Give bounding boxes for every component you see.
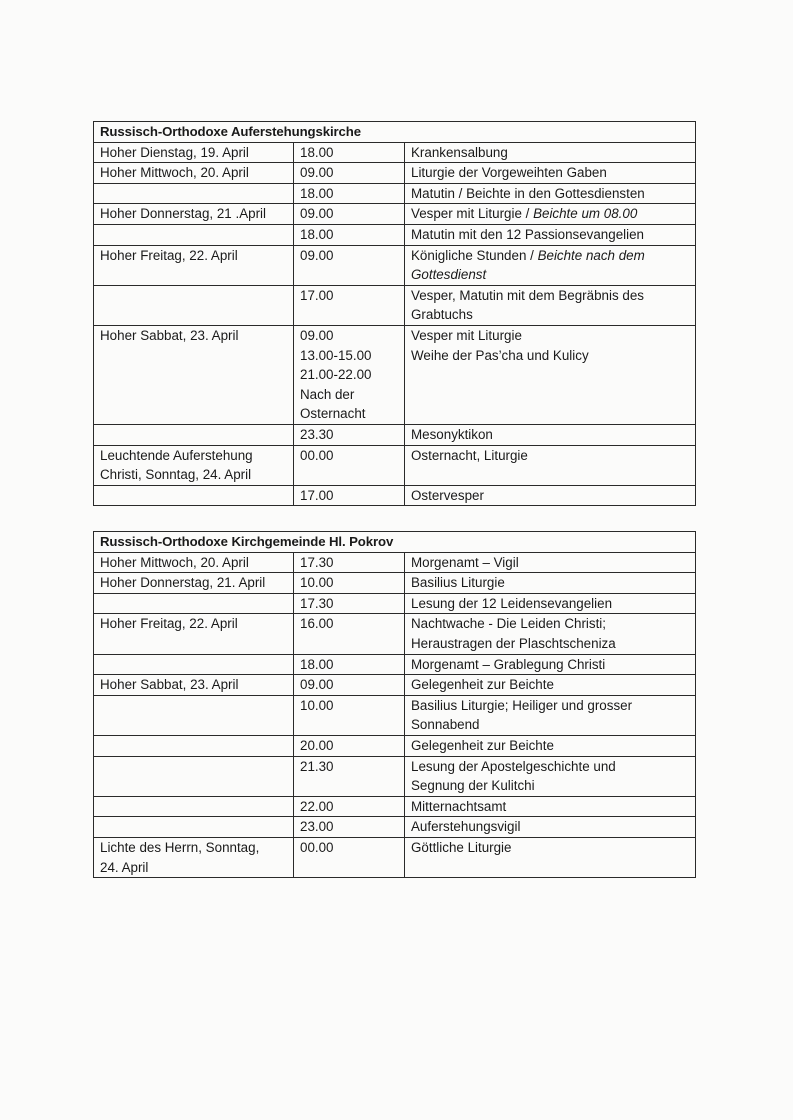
day-text: [100, 143, 287, 163]
event-text: [411, 655, 689, 675]
event-cell: [405, 163, 696, 184]
text-run: Gelegenheit zur Beichte: [411, 677, 554, 693]
day-cell: [94, 573, 294, 594]
day-text: [100, 163, 287, 183]
table-row: [94, 325, 696, 424]
day-cell: [94, 614, 294, 654]
text-run: Mitternachtsamt: [411, 798, 507, 814]
time-cell: [294, 163, 405, 184]
empty-line: [100, 696, 287, 716]
empty-line: [100, 797, 287, 817]
text-run: Vesper mit Liturgie: [411, 327, 522, 343]
text-run: Segnung der Kulitchi: [411, 778, 535, 794]
table-row: [94, 654, 696, 675]
event-text: [411, 163, 689, 183]
table-body: [94, 142, 696, 506]
time-text: [300, 425, 398, 445]
event-cell: [405, 285, 696, 325]
text-run: Hoher Freitag, 22. April: [100, 247, 238, 263]
day-cell: [94, 654, 294, 675]
text-run: Hoher Donnerstag, 21. April: [100, 575, 266, 591]
time-text: [300, 286, 398, 306]
text-run: Mesonyktikon: [411, 426, 493, 442]
italic-note: Beichte nach dem: [537, 247, 645, 263]
time-cell: [294, 675, 405, 696]
time-text: [300, 614, 398, 634]
table-row: [94, 837, 696, 877]
table-title: Russisch-Orthodoxe Auferstehungskirche: [94, 122, 696, 143]
text-run: 00.00: [300, 447, 334, 463]
event-cell: [405, 756, 696, 796]
event-text: [411, 573, 689, 593]
empty-line: [100, 425, 287, 445]
time-cell: [294, 204, 405, 225]
event-text: [411, 838, 689, 858]
text-run: Morgenamt – Vigil: [411, 554, 519, 570]
day-cell: [94, 695, 294, 735]
day-cell: [94, 817, 294, 838]
time-text: [300, 486, 398, 506]
text-run: 10.00: [300, 697, 334, 713]
text-run: Matutin mit den 12 Passionsevangelien: [411, 226, 644, 242]
time-cell: [294, 614, 405, 654]
event-text: [411, 715, 689, 735]
text-run: 24. April: [100, 859, 149, 875]
time-cell: [294, 735, 405, 756]
text-run: 17.30: [300, 554, 334, 570]
table-row: [94, 224, 696, 245]
time-cell: [294, 485, 405, 506]
text-run: Christi, Sonntag, 24. April: [100, 467, 252, 483]
text-run: 09.00: [300, 247, 334, 263]
time-cell: [294, 245, 405, 285]
day-cell: [94, 735, 294, 756]
time-text: [300, 163, 398, 183]
time-cell: [294, 142, 405, 163]
day-text: [100, 675, 287, 695]
event-text: [411, 346, 689, 366]
text-run: Göttliche Liturgie: [411, 839, 512, 855]
table-row: [94, 445, 696, 485]
text-run: Königliche Stunden /: [411, 247, 538, 263]
event-text: [411, 305, 689, 325]
event-text: [411, 634, 689, 654]
text-run: 22.00: [300, 798, 334, 814]
event-text: [411, 486, 689, 506]
table-row: [94, 573, 696, 594]
text-run: 18.00: [300, 656, 334, 672]
schedule-table-auferstehungskirche: [93, 121, 696, 506]
time-text: [300, 594, 398, 614]
table-row: [94, 735, 696, 756]
table-title: Russisch-Orthodoxe Kirchgemeinde Hl. Pokrov: [94, 532, 696, 553]
text-run: Hoher Donnerstag, 21 .April: [100, 206, 266, 222]
empty-line: [100, 184, 287, 204]
day-cell: [94, 245, 294, 285]
time-text: [300, 817, 398, 837]
text-run: Vesper mit Liturgie /: [411, 206, 534, 222]
table-row: [94, 204, 696, 225]
text-run: Basilius Liturgie; Heiliger und grosser: [411, 697, 633, 713]
event-cell: [405, 573, 696, 594]
time-cell: [294, 552, 405, 573]
empty-line: [100, 225, 287, 245]
event-cell: [405, 424, 696, 445]
event-text: [411, 757, 689, 777]
day-cell: [94, 224, 294, 245]
text-run: Grabtuchs: [411, 307, 473, 323]
time-cell: [294, 654, 405, 675]
text-run: 21.00-22.00: [300, 367, 372, 383]
day-text: [100, 838, 287, 858]
time-cell: [294, 224, 405, 245]
day-text: [100, 246, 287, 266]
event-text: [411, 326, 689, 346]
text-run: Auferstehungsvigil: [411, 819, 521, 835]
day-cell: [94, 163, 294, 184]
time-text: [300, 655, 398, 675]
text-run: Lesung der Apostelgeschichte und: [411, 758, 616, 774]
event-cell: [405, 552, 696, 573]
day-cell: [94, 552, 294, 573]
event-text: [411, 204, 689, 224]
text-run: 18.00: [300, 226, 334, 242]
day-text: [100, 465, 287, 485]
text-run: Hoher Mittwoch, 20. April: [100, 554, 249, 570]
empty-line: [100, 757, 287, 777]
table-row: [94, 614, 696, 654]
time-cell: [294, 593, 405, 614]
schedule-table-pokrov: [93, 531, 696, 878]
event-cell: [405, 325, 696, 424]
time-cell: [294, 424, 405, 445]
day-cell: [94, 183, 294, 204]
text-run: Krankensalbung: [411, 144, 508, 160]
day-text: [100, 858, 287, 878]
text-run: Ostervesper: [411, 487, 484, 503]
event-text: [411, 286, 689, 306]
text-run: 23.00: [300, 819, 334, 835]
event-text: [411, 265, 689, 285]
time-text: [300, 365, 398, 385]
event-text: [411, 614, 689, 634]
event-text: [411, 184, 689, 204]
event-cell: [405, 675, 696, 696]
time-text: [300, 736, 398, 756]
table-row: [94, 485, 696, 506]
event-cell: [405, 142, 696, 163]
text-run: Liturgie der Vorgeweihten Gaben: [411, 165, 607, 181]
event-cell: [405, 593, 696, 614]
text-run: Vesper, Matutin mit dem Begräbnis des: [411, 287, 644, 303]
text-run: 09.00: [300, 165, 334, 181]
day-text: [100, 326, 287, 346]
day-text: [100, 204, 287, 224]
event-text: [411, 246, 689, 266]
time-text: [300, 573, 398, 593]
time-cell: [294, 325, 405, 424]
text-run: Lichte des Herrn, Sonntag,: [100, 839, 260, 855]
text-run: 09.00: [300, 327, 334, 343]
table-row: [94, 796, 696, 817]
table-row: [94, 756, 696, 796]
day-text: [100, 614, 287, 634]
table-row: [94, 675, 696, 696]
text-run: Hoher Freitag, 22. April: [100, 616, 238, 632]
event-cell: [405, 654, 696, 675]
day-cell: [94, 485, 294, 506]
time-cell: [294, 695, 405, 735]
day-cell: [94, 142, 294, 163]
time-text: [300, 346, 398, 366]
event-text: [411, 446, 689, 466]
text-run: Basilius Liturgie: [411, 575, 505, 591]
text-run: 09.00: [300, 206, 334, 222]
table-row: [94, 285, 696, 325]
time-cell: [294, 796, 405, 817]
event-cell: [405, 204, 696, 225]
day-cell: [94, 796, 294, 817]
day-cell: [94, 756, 294, 796]
empty-line: [100, 655, 287, 675]
text-run: 09.00: [300, 677, 334, 693]
time-text: [300, 225, 398, 245]
table-row: [94, 552, 696, 573]
table-body: [94, 552, 696, 878]
day-cell: [94, 445, 294, 485]
text-run: Weihe der Pas’cha und Kulicy: [411, 347, 589, 363]
text-run: Osternacht: [300, 406, 366, 422]
time-text: [300, 446, 398, 466]
event-text: [411, 797, 689, 817]
text-run: 10.00: [300, 575, 334, 591]
text-run: 17.30: [300, 595, 334, 611]
time-text: [300, 553, 398, 573]
day-text: [100, 573, 287, 593]
text-run: Hoher Sabbat, 23. April: [100, 677, 239, 693]
empty-line: [100, 736, 287, 756]
time-cell: [294, 573, 405, 594]
time-text: [300, 184, 398, 204]
event-text: [411, 225, 689, 245]
event-text: [411, 776, 689, 796]
text-run: Hoher Sabbat, 23. April: [100, 327, 239, 343]
text-run: 18.00: [300, 185, 334, 201]
text-run: 13.00-15.00: [300, 347, 372, 363]
empty-line: [100, 594, 287, 614]
text-run: 00.00: [300, 839, 334, 855]
event-cell: [405, 796, 696, 817]
day-text: [100, 446, 287, 466]
text-run: 17.00: [300, 287, 334, 303]
text-run: Lesung der 12 Leidensevangelien: [411, 595, 613, 611]
event-cell: [405, 245, 696, 285]
time-text: [300, 838, 398, 858]
italic-note: Beichte um 08.00: [533, 206, 638, 222]
event-text: [411, 594, 689, 614]
event-text: [411, 425, 689, 445]
italic-note: Gottesdienst: [411, 267, 487, 283]
text-run: Nach der: [300, 386, 355, 402]
time-text: [300, 696, 398, 716]
table-row: [94, 593, 696, 614]
time-text: [300, 404, 398, 424]
time-cell: [294, 837, 405, 877]
day-text: [100, 553, 287, 573]
text-run: 16.00: [300, 616, 334, 632]
time-cell: [294, 285, 405, 325]
event-cell: [405, 695, 696, 735]
time-text: [300, 675, 398, 695]
table-row: [94, 142, 696, 163]
text-run: Morgenamt – Grablegung Christi: [411, 656, 606, 672]
event-text: [411, 817, 689, 837]
event-cell: [405, 837, 696, 877]
event-cell: [405, 735, 696, 756]
empty-line: [100, 486, 287, 506]
empty-line: [100, 817, 287, 837]
event-cell: [405, 817, 696, 838]
time-text: [300, 204, 398, 224]
event-cell: [405, 485, 696, 506]
text-run: Osternacht, Liturgie: [411, 447, 528, 463]
empty-line: [100, 286, 287, 306]
text-run: Gelegenheit zur Beichte: [411, 737, 554, 753]
day-cell: [94, 325, 294, 424]
time-text: [300, 385, 398, 405]
day-cell: [94, 675, 294, 696]
event-cell: [405, 183, 696, 204]
event-cell: [405, 224, 696, 245]
event-text: [411, 736, 689, 756]
event-text: [411, 675, 689, 695]
text-run: Leuchtende Auferstehung: [100, 447, 253, 463]
day-cell: [94, 285, 294, 325]
day-cell: [94, 204, 294, 225]
text-run: Nachtwache - Die Leiden Christi;: [411, 616, 606, 632]
text-run: Hoher Mittwoch, 20. April: [100, 165, 249, 181]
table-row: [94, 695, 696, 735]
text-run: 21.30: [300, 758, 334, 774]
time-cell: [294, 817, 405, 838]
event-cell: [405, 445, 696, 485]
day-cell: [94, 593, 294, 614]
table-row: [94, 245, 696, 285]
time-text: [300, 797, 398, 817]
event-cell: [405, 614, 696, 654]
text-run: 18.00: [300, 144, 334, 160]
text-run: 17.00: [300, 487, 334, 503]
day-cell: [94, 424, 294, 445]
text-run: Sonnabend: [411, 717, 480, 733]
table-row: [94, 163, 696, 184]
event-text: [411, 696, 689, 716]
text-run: Hoher Dienstag, 19. April: [100, 144, 249, 160]
text-run: 20.00: [300, 737, 334, 753]
table-row: [94, 817, 696, 838]
text-run: 23.30: [300, 426, 334, 442]
event-text: [411, 553, 689, 573]
event-text: [411, 143, 689, 163]
table-row: [94, 424, 696, 445]
time-text: [300, 326, 398, 346]
table-row: [94, 183, 696, 204]
time-text: [300, 757, 398, 777]
time-cell: [294, 183, 405, 204]
day-cell: [94, 837, 294, 877]
time-text: [300, 143, 398, 163]
time-cell: [294, 756, 405, 796]
time-cell: [294, 445, 405, 485]
time-text: [300, 246, 398, 266]
text-run: Heraustragen der Plaschtscheniza: [411, 635, 616, 651]
text-run: Matutin / Beichte in den Gottesdiensten: [411, 185, 645, 201]
